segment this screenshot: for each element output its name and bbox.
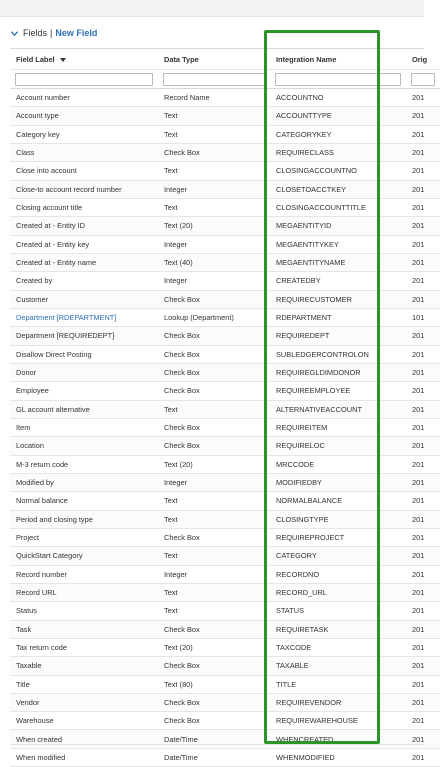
cell-field-label: Department [REQUIREDEPT] <box>10 327 158 345</box>
table-row[interactable] <box>10 272 440 290</box>
cell-field-label: Account type <box>10 107 158 125</box>
cell-field-label: Status <box>10 602 158 620</box>
cell-integration-name: REQUIREDEPT <box>270 327 406 345</box>
header-origin[interactable] <box>406 49 440 70</box>
cell-origin: 201 <box>406 363 440 381</box>
cell-field-label: M-3 return code <box>10 455 158 473</box>
cell-integration-name: MEGAENTITYID <box>270 217 406 235</box>
cell-field-label: Tax return code <box>10 638 158 656</box>
filter-cell-origin <box>406 70 440 89</box>
cell-origin: 201 <box>406 583 440 601</box>
cell-integration-name: CLOSINGACCOUNTTITLE <box>270 198 406 216</box>
cell-data-type: Check Box <box>158 620 270 638</box>
cell-origin: 201 <box>406 547 440 565</box>
filter-input-integration-name[interactable] <box>275 73 401 86</box>
table-row[interactable] <box>10 492 440 510</box>
cell-data-type: Check Box <box>158 528 270 546</box>
cell-integration-name: WHENCREATED <box>270 730 406 748</box>
cell-integration-name: REQUIRETASK <box>270 620 406 638</box>
cell-field-label: Disallow Direct Posting <box>10 345 158 363</box>
table-row[interactable] <box>10 602 440 620</box>
cell-data-type: Text <box>158 400 270 418</box>
fields-table <box>10 49 440 767</box>
cell-origin: 201 <box>406 748 440 766</box>
cell-data-type: Text <box>158 547 270 565</box>
cell-integration-name: REQUIRECLASS <box>270 143 406 161</box>
table-row[interactable] <box>10 473 440 491</box>
cell-data-type: Integer <box>158 180 270 198</box>
cell-origin: 201 <box>406 89 440 107</box>
fields-table-container <box>10 48 428 762</box>
cell-integration-name: MEGAENTITYKEY <box>270 235 406 253</box>
fields-section-header <box>10 26 97 40</box>
cell-field-label[interactable]: Department [RDEPARTMENT] <box>10 308 158 326</box>
cell-origin: 201 <box>406 437 440 455</box>
table-row[interactable] <box>10 290 440 308</box>
cell-data-type: Text (40) <box>158 253 270 271</box>
table-row[interactable] <box>10 583 440 601</box>
filter-cell-field-label <box>10 70 158 89</box>
cell-origin: 201 <box>406 272 440 290</box>
table-row[interactable] <box>10 528 440 546</box>
cell-field-label: Employee <box>10 382 158 400</box>
cell-data-type: Integer <box>158 565 270 583</box>
cell-integration-name: REQUIREITEM <box>270 418 406 436</box>
cell-field-label: Normal balance <box>10 492 158 510</box>
top-toolbar-strip <box>0 0 424 17</box>
table-filter-row <box>10 70 440 89</box>
cell-origin: 201 <box>406 565 440 583</box>
cell-integration-name: RECORD_URL <box>270 583 406 601</box>
table-bottom-border <box>10 744 424 745</box>
cell-integration-name: CLOSETOACCTKEY <box>270 180 406 198</box>
cell-integration-name: RDEPARTMENT <box>270 308 406 326</box>
header-origin-text: Orig <box>412 54 428 64</box>
cell-integration-name: WHENMODIFIED <box>270 748 406 766</box>
table-header-row <box>10 49 440 70</box>
cell-origin: 201 <box>406 217 440 235</box>
cell-origin: 201 <box>406 712 440 730</box>
cell-integration-name: CLOSINGACCOUNTNO <box>270 162 406 180</box>
cell-field-label: Created by <box>10 272 158 290</box>
cell-field-label: Customer <box>10 290 158 308</box>
cell-field-label: GL account alternative <box>10 400 158 418</box>
header-integration-name[interactable] <box>270 49 406 70</box>
cell-origin: 201 <box>406 400 440 418</box>
cell-field-label: Closing account title <box>10 198 158 216</box>
table-row[interactable] <box>10 198 440 216</box>
cell-data-type: Text <box>158 198 270 216</box>
cell-data-type: Check Box <box>158 382 270 400</box>
cell-origin: 201 <box>406 107 440 125</box>
cell-data-type: Text <box>158 492 270 510</box>
table-row[interactable] <box>10 363 440 381</box>
table-row[interactable] <box>10 162 440 180</box>
cell-integration-name: REQUIREVENDOR <box>270 693 406 711</box>
table-row[interactable] <box>10 565 440 583</box>
header-integration-name-text: Integration Name <box>276 54 337 64</box>
cell-origin: 201 <box>406 528 440 546</box>
cell-integration-name: MRCCODE <box>270 455 406 473</box>
table-row[interactable] <box>10 712 440 730</box>
cell-integration-name: TAXCODE <box>270 638 406 656</box>
table-row[interactable] <box>10 418 440 436</box>
cell-field-label: Item <box>10 418 158 436</box>
cell-integration-name: MEGAENTITYNAME <box>270 253 406 271</box>
cell-integration-name: REQUIRECUSTOMER <box>270 290 406 308</box>
table-row[interactable] <box>10 510 440 528</box>
table-row[interactable] <box>10 400 440 418</box>
table-row[interactable] <box>10 180 440 198</box>
cell-data-type: Text <box>158 125 270 143</box>
cell-field-label: When created <box>10 730 158 748</box>
cell-integration-name: REQUIREEMPLOYEE <box>270 382 406 400</box>
cell-field-label: Task <box>10 620 158 638</box>
cell-data-type: Text (20) <box>158 638 270 656</box>
cell-integration-name: SUBLEDGERCONTROLON <box>270 345 406 363</box>
cell-integration-name: CLOSINGTYPE <box>270 510 406 528</box>
cell-data-type: Text <box>158 583 270 601</box>
cell-field-label: Class <box>10 143 158 161</box>
section-title: Fields <box>23 28 48 38</box>
table-row[interactable] <box>10 382 440 400</box>
table-row[interactable] <box>10 308 440 326</box>
cell-data-type: Date/Time <box>158 748 270 766</box>
cell-data-type: Check Box <box>158 363 270 381</box>
cell-integration-name: CATEGORY <box>270 547 406 565</box>
cell-field-label: Close-to account record number <box>10 180 158 198</box>
table-row[interactable] <box>10 730 440 748</box>
cell-field-label: Record number <box>10 565 158 583</box>
cell-field-label: QuickStart Category <box>10 547 158 565</box>
cell-integration-name: ACCOUNTNO <box>270 89 406 107</box>
cell-origin: 201 <box>406 620 440 638</box>
cell-field-label: Close into account <box>10 162 158 180</box>
header-field-label[interactable] <box>10 49 158 70</box>
cell-origin: 201 <box>406 675 440 693</box>
cell-origin: 201 <box>406 693 440 711</box>
sort-down-icon[interactable] <box>60 58 66 62</box>
cell-data-type: Text (80) <box>158 675 270 693</box>
cell-integration-name: TITLE <box>270 675 406 693</box>
filter-input-origin[interactable] <box>411 73 435 86</box>
cell-data-type: Check Box <box>158 345 270 363</box>
table-row[interactable] <box>10 657 440 675</box>
cell-origin: 201 <box>406 180 440 198</box>
table-row[interactable] <box>10 327 440 345</box>
cell-integration-name: REQUIREWAREHOUSE <box>270 712 406 730</box>
cell-origin: 201 <box>406 327 440 345</box>
cell-data-type: Record Name <box>158 89 270 107</box>
cell-origin: 201 <box>406 198 440 216</box>
cell-integration-name: MODIFIEDBY <box>270 473 406 491</box>
cell-integration-name: CREATEDBY <box>270 272 406 290</box>
table-row[interactable] <box>10 455 440 473</box>
filter-input-data-type[interactable] <box>163 73 265 86</box>
table-row[interactable] <box>10 748 440 766</box>
cell-field-label: Taxable <box>10 657 158 675</box>
table-row[interactable] <box>10 143 440 161</box>
table-row[interactable] <box>10 638 440 656</box>
cell-origin: 201 <box>406 345 440 363</box>
cell-integration-name: REQUIRELOC <box>270 437 406 455</box>
table-row[interactable] <box>10 693 440 711</box>
cell-integration-name: STATUS <box>270 602 406 620</box>
cell-field-label: Record URL <box>10 583 158 601</box>
filter-input-field-label[interactable] <box>15 73 153 86</box>
cell-data-type: Text <box>158 510 270 528</box>
cell-origin: 201 <box>406 602 440 620</box>
header-data-type[interactable] <box>158 49 270 70</box>
filter-cell-data-type <box>158 70 270 89</box>
cell-origin: 201 <box>406 455 440 473</box>
cell-field-label: Location <box>10 437 158 455</box>
cell-field-label: Period and closing type <box>10 510 158 528</box>
cell-field-label: Warehouse <box>10 712 158 730</box>
cell-data-type: Check Box <box>158 657 270 675</box>
cell-field-label: Donor <box>10 363 158 381</box>
cell-field-label: Created at - Entity ID <box>10 217 158 235</box>
table-row[interactable] <box>10 253 440 271</box>
table-row[interactable] <box>10 125 440 143</box>
cell-integration-name: REQUIREPROJECT <box>270 528 406 546</box>
cell-origin: 201 <box>406 125 440 143</box>
cell-integration-name: ACCOUNTTYPE <box>270 107 406 125</box>
table-row[interactable] <box>10 235 440 253</box>
cell-data-type: Check Box <box>158 418 270 436</box>
cell-integration-name: NORMALBALANCE <box>270 492 406 510</box>
table-row[interactable] <box>10 437 440 455</box>
cell-data-type: Text <box>158 162 270 180</box>
cell-integration-name: CATEGORYKEY <box>270 125 406 143</box>
cell-field-label: Modified by <box>10 473 158 491</box>
cell-data-type: Date/Time <box>158 730 270 748</box>
cell-data-type: Integer <box>158 473 270 491</box>
table-row[interactable] <box>10 547 440 565</box>
cell-origin: 101 <box>406 308 440 326</box>
cell-origin: 201 <box>406 657 440 675</box>
header-field-label-text: Field Label <box>16 54 55 64</box>
cell-field-label: Category key <box>10 125 158 143</box>
filter-cell-integration-name <box>270 70 406 89</box>
cell-origin: 201 <box>406 162 440 180</box>
section-separator: | <box>50 28 53 38</box>
cell-field-label: Vendor <box>10 693 158 711</box>
cell-data-type: Text (20) <box>158 217 270 235</box>
cell-data-type: Integer <box>158 272 270 290</box>
cell-data-type: Text (20) <box>158 455 270 473</box>
cell-integration-name: REQUIREGLDIMDONOR <box>270 363 406 381</box>
cell-field-label: When modified <box>10 748 158 766</box>
cell-data-type: Check Box <box>158 712 270 730</box>
cell-field-label: Created at - Entity key <box>10 235 158 253</box>
cell-origin: 201 <box>406 290 440 308</box>
cell-data-type: Check Box <box>158 327 270 345</box>
cell-origin: 201 <box>406 382 440 400</box>
cell-origin: 201 <box>406 730 440 748</box>
cell-origin: 201 <box>406 235 440 253</box>
cell-data-type: Check Box <box>158 693 270 711</box>
cell-field-label: Created at - Entity name <box>10 253 158 271</box>
table-body <box>10 89 440 767</box>
table-row[interactable] <box>10 217 440 235</box>
cell-origin: 201 <box>406 143 440 161</box>
cell-data-type: Check Box <box>158 290 270 308</box>
cell-origin: 201 <box>406 473 440 491</box>
chevron-down-icon[interactable] <box>10 29 19 38</box>
cell-origin: 201 <box>406 510 440 528</box>
cell-data-type: Text <box>158 602 270 620</box>
header-data-type-text: Data Type <box>164 54 199 64</box>
new-field-link[interactable]: New Field <box>55 28 98 38</box>
table-row[interactable] <box>10 620 440 638</box>
cell-data-type: Lookup (Department) <box>158 308 270 326</box>
cell-data-type: Integer <box>158 235 270 253</box>
cell-integration-name: ALTERNATIVEACCOUNT <box>270 400 406 418</box>
cell-integration-name: TAXABLE <box>270 657 406 675</box>
cell-data-type: Text <box>158 107 270 125</box>
cell-field-label: Title <box>10 675 158 693</box>
cell-integration-name: RECORDNO <box>270 565 406 583</box>
table-row[interactable] <box>10 675 440 693</box>
cell-field-label: Account number <box>10 89 158 107</box>
table-row[interactable] <box>10 345 440 363</box>
cell-origin: 201 <box>406 418 440 436</box>
cell-origin: 201 <box>406 253 440 271</box>
table-row[interactable] <box>10 89 440 107</box>
cell-field-label: Project <box>10 528 158 546</box>
cell-data-type: Check Box <box>158 437 270 455</box>
cell-data-type: Check Box <box>158 143 270 161</box>
table-row[interactable] <box>10 107 440 125</box>
cell-origin: 201 <box>406 638 440 656</box>
cell-origin: 201 <box>406 492 440 510</box>
